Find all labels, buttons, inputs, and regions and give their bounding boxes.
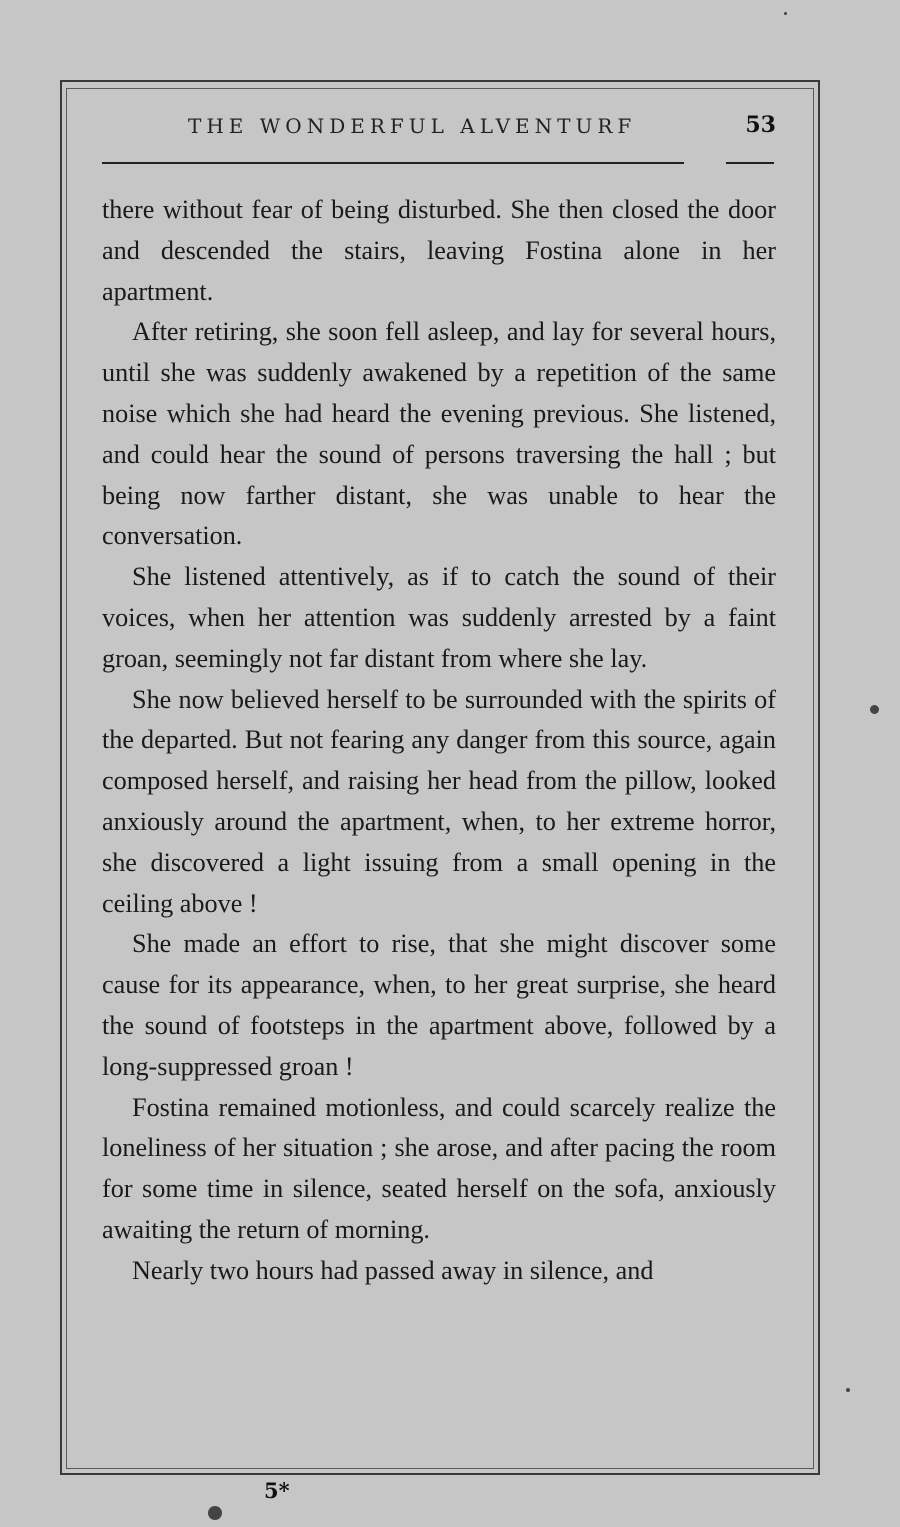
ink-speck (208, 1506, 222, 1520)
ink-speck (846, 1388, 850, 1392)
body-text (102, 190, 776, 1292)
ink-speck (870, 705, 879, 714)
running-title: THE WONDERFUL ALVENTURF (188, 114, 637, 138)
paragraph: Fostina remained motionless, and could scarcely realize the loneliness of her situation ; she arose, and after pacing the room for some time in silence, seated herself on the sofa, anxiously awaiting the return of morning. (102, 1092, 776, 1244)
page-number: 53 (745, 112, 776, 138)
page-header (100, 112, 780, 146)
ink-speck (784, 12, 787, 15)
paragraph: She made an effort to rise, that she might discover some cause for its appearance, when, to her great surprise, she heard the sound of footsteps in the apartment above, followed by a long-suppressed groan ! (102, 929, 776, 1081)
header-rule-short (726, 162, 774, 164)
paragraph: She now believed herself to be surrounded with the spirits of the departed. But not fearing any danger from this source, again composed herself, and raising her head from the pillow, looked anxiously around the apartment, when, to her extreme horror, she discovered a light issuing from a small opening in the ceiling above ! (102, 684, 776, 918)
paragraph: Nearly two hours had passed away in silence, and (132, 1255, 654, 1285)
paragraph: She listened attentively, as if to catch the sound of their voices, when her attention was suddenly arrested by a faint groan, seemingly not far distant from where she lay. (102, 562, 776, 673)
paragraph: there without fear of being disturbed. She then closed the door and descended the stairs, leaving Fostina alone in her apartment. (102, 195, 776, 306)
signature-mark: 5* (264, 1478, 290, 1503)
header-rule (102, 162, 684, 164)
paragraph: After retiring, she soon fell asleep, and lay for several hours, until she was suddenly awakened by a repetition of the same noise which she had heard the evening previous. She listened, and could hear the sound of persons traversing the hall ; but being now farther distant, she was unable to hear the conversation. (102, 317, 776, 551)
